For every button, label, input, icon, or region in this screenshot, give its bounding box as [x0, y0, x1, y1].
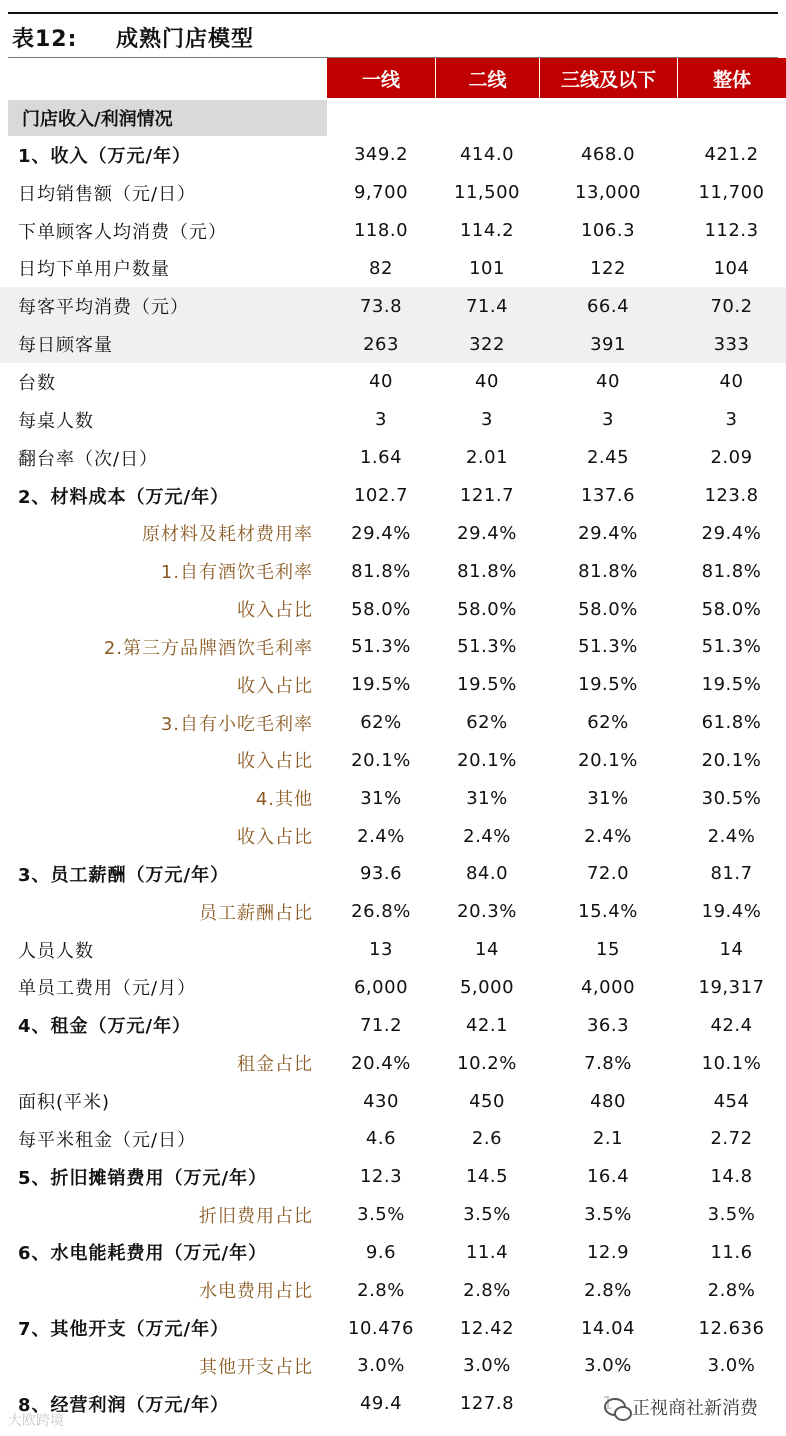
row-label: 翻台率（次/日）	[18, 448, 159, 470]
cell-value: 123.8	[704, 485, 759, 507]
cell-value: 4,000	[580, 976, 636, 998]
cell-value: 1.64	[359, 447, 403, 469]
cell-value: 9,700	[353, 182, 409, 204]
cell-value: 7.8%	[584, 1052, 632, 1074]
row-label: 2、材料成本（万元/年）	[18, 486, 230, 508]
cell-value: 58.0%	[701, 598, 762, 620]
table-row	[0, 1347, 786, 1385]
cell-value: 114.2	[459, 220, 515, 242]
row-label: 8、经营利润（万元/年）	[18, 1394, 230, 1416]
row-label: 租金占比	[237, 1054, 313, 1076]
cell-value: 19,317	[698, 976, 765, 998]
cell-value: 101	[469, 257, 505, 279]
table-row	[0, 1233, 786, 1271]
cell-value: 3	[725, 409, 738, 431]
table-row	[0, 628, 786, 666]
row-label: 收入占比	[237, 600, 313, 622]
cell-value: 3.0%	[463, 1355, 511, 1377]
cell-value: 62%	[466, 712, 508, 734]
cell-value: 40	[596, 371, 620, 393]
cell-value: 2.4%	[357, 825, 405, 847]
cell-value: 3.5%	[707, 1204, 756, 1226]
row-label: 4.其他	[255, 789, 313, 811]
column-header-tier1: 一线	[361, 68, 400, 91]
row-label: 每桌人数	[18, 410, 94, 432]
row-label: 3、员工薪酬（万元/年）	[18, 864, 230, 886]
table-row	[0, 855, 786, 893]
table-row	[0, 250, 786, 288]
cell-value: 2.8%	[707, 1279, 756, 1301]
watermark-right	[600, 1392, 762, 1422]
table-row	[0, 742, 786, 780]
table-row	[0, 552, 786, 590]
row-label: 3.自有小吃毛利率	[160, 713, 313, 735]
top-rule	[8, 12, 778, 14]
cell-value: 10.2%	[457, 1052, 517, 1074]
cell-value: 20.1%	[457, 749, 517, 771]
cell-value: 12.3	[359, 1166, 403, 1188]
cell-value: 263	[363, 333, 399, 355]
table-row	[0, 1196, 786, 1234]
cell-value: 29.4%	[578, 522, 638, 544]
table-row	[0, 325, 786, 363]
column-header-tier2: 二线	[435, 58, 539, 98]
row-label: 下单顾客人均消费（元）	[18, 221, 227, 243]
row-label: 每客平均消费（元）	[18, 297, 189, 319]
table-row	[0, 1006, 786, 1044]
cell-value: 19.4%	[701, 901, 762, 923]
table-row	[0, 590, 786, 628]
cell-value: 322	[469, 333, 505, 355]
row-label: 7、其他开支（万元/年）	[18, 1319, 230, 1341]
cell-value: 6,000	[353, 976, 409, 998]
cell-value: 20.3%	[457, 901, 517, 923]
cell-value: 51.3%	[351, 636, 411, 658]
cell-value: 30.5%	[701, 787, 762, 809]
table-row	[0, 136, 786, 174]
cell-value: 104	[713, 257, 750, 279]
row-label: 人员人数	[18, 940, 94, 962]
row-label: 4、租金（万元/年）	[18, 1016, 192, 1038]
row-label: 台数	[18, 372, 56, 394]
cell-value: 36.3	[586, 1014, 630, 1036]
table-row	[0, 779, 786, 817]
cell-value: 480	[590, 1090, 626, 1112]
table-row	[0, 969, 786, 1007]
cell-value: 19.5%	[457, 674, 517, 696]
cell-value: 81.8%	[578, 560, 638, 582]
cell-value: 71.4	[465, 295, 509, 317]
cell-value: 450	[469, 1090, 505, 1112]
row-label: 1.自有酒饮毛利率	[160, 562, 313, 584]
cell-value: 73.8	[359, 295, 403, 317]
table-row	[0, 817, 786, 855]
cell-value: 40	[719, 371, 744, 393]
cell-value: 5,000	[459, 976, 515, 998]
cell-value: 71.2	[359, 1014, 403, 1036]
cell-value: 51.3%	[578, 636, 638, 658]
cell-value: 3.5%	[463, 1204, 511, 1226]
cell-value: 122	[590, 257, 626, 279]
cell-value: 20.1%	[701, 749, 762, 771]
table-row	[0, 174, 786, 212]
table-row	[0, 1271, 786, 1309]
row-label: 6、水电能耗费用（万元/年）	[18, 1243, 268, 1265]
wechat-icon	[604, 1398, 626, 1416]
cell-value: 72.0	[586, 863, 630, 885]
cell-value: 2.45	[586, 447, 630, 469]
table-row	[0, 287, 786, 325]
cell-value: 84.0	[465, 863, 509, 885]
row-label: 1、收入（万元/年）	[18, 145, 192, 167]
cell-value: 40	[369, 371, 393, 393]
table-row	[0, 514, 786, 552]
row-label: 水电费用占比	[199, 1281, 313, 1303]
cell-value: 15	[596, 939, 620, 961]
cell-value: 13	[369, 939, 393, 961]
cell-value: 11.4	[465, 1241, 509, 1263]
cell-value: 19.5%	[578, 674, 638, 696]
column-header-tier3: 三线及以下	[539, 58, 677, 98]
cell-value: 349.2	[353, 144, 409, 166]
cell-value: 58.0%	[578, 598, 638, 620]
cell-value: 10.476	[348, 1317, 414, 1339]
cell-value: 14.8	[710, 1166, 753, 1188]
cell-value: 29.4%	[701, 522, 762, 544]
row-label: 单员工费用（元/月）	[18, 978, 197, 1000]
cell-value: 14	[719, 939, 744, 961]
watermark-right-text: 正视商社新消费	[632, 1398, 758, 1419]
cell-value: 11.6	[710, 1241, 753, 1263]
row-label: 折旧费用占比	[199, 1205, 313, 1227]
row-label: 原材料及耗材费用率	[142, 524, 313, 546]
row-label: 每平米租金（元/日）	[18, 1129, 197, 1151]
cell-value: 2.8%	[584, 1279, 632, 1301]
cell-value: 58.0%	[457, 598, 517, 620]
cell-value: 12.636	[698, 1317, 765, 1339]
table-row	[0, 893, 786, 931]
cell-value: 2.8%	[463, 1279, 511, 1301]
cell-value: 421.2	[704, 144, 759, 166]
table-row	[0, 666, 786, 704]
row-label: 收入占比	[237, 751, 313, 773]
row-label: 5、折旧摊销费用（万元/年）	[18, 1167, 268, 1189]
section-label: 门店收入/利润情况	[8, 100, 327, 136]
cell-value: 29.4%	[351, 522, 411, 544]
cell-value: 2.8%	[357, 1279, 405, 1301]
row-label: 员工薪酬占比	[199, 902, 313, 924]
cell-value: 3.5%	[357, 1204, 405, 1226]
row-label: 其他开支占比	[199, 1356, 313, 1378]
cell-value: 58.0%	[351, 598, 411, 620]
cell-value: 70.2	[710, 295, 753, 317]
cell-value: 62%	[360, 712, 402, 734]
cell-value: 12.9	[586, 1241, 630, 1263]
table-row	[0, 1082, 786, 1120]
table-title-text: 成熟门店模型	[116, 27, 255, 52]
cell-value: 12.42	[459, 1317, 515, 1339]
cell-value: 2.72	[710, 1128, 753, 1150]
cell-value: 3.0%	[707, 1355, 756, 1377]
cell-value: 14.5	[465, 1166, 509, 1188]
cell-value: 49.4	[359, 1393, 403, 1415]
cell-value: 81.7	[710, 863, 753, 885]
cell-value: 391	[590, 333, 626, 355]
cell-value: 20.1%	[578, 749, 638, 771]
cell-value: 11,700	[698, 182, 765, 204]
cell-value: 430	[363, 1090, 399, 1112]
cell-value: 51.3%	[701, 636, 762, 658]
cell-value: 4.6	[365, 1128, 397, 1150]
cell-value: 16.4	[586, 1166, 630, 1188]
table-row	[0, 212, 786, 250]
row-label: 日均下单用户数量	[18, 259, 170, 281]
cell-value: 3	[602, 409, 614, 431]
cell-value: 468.0	[580, 144, 636, 166]
cell-value: 9.6	[365, 1241, 397, 1263]
cell-value: 42.4	[710, 1014, 753, 1036]
cell-value: 20.1%	[351, 749, 411, 771]
cell-value: 82	[369, 257, 393, 279]
cell-value: 454	[713, 1090, 750, 1112]
table-row	[0, 931, 786, 969]
row-label: 日均销售额（元/日）	[18, 183, 197, 205]
cell-value: 414.0	[459, 144, 515, 166]
cell-value: 93.6	[359, 863, 403, 885]
cell-value: 121.7	[459, 485, 515, 507]
cell-value: 3	[481, 409, 493, 431]
cell-value: 11,500	[454, 182, 520, 204]
cell-value: 118.0	[353, 220, 409, 242]
cell-value: 81.8%	[701, 560, 762, 582]
cell-value: 19.5%	[351, 674, 411, 696]
table-row	[0, 439, 786, 477]
cell-value: 66.4	[586, 295, 630, 317]
table-row	[0, 401, 786, 439]
cell-value: 10.1%	[701, 1052, 762, 1074]
cell-value: 26.8%	[351, 901, 411, 923]
cell-value: 137.6	[580, 485, 636, 507]
cell-value: 2.4%	[584, 825, 632, 847]
table-row	[0, 363, 786, 401]
cell-value: 2.4%	[707, 825, 756, 847]
cell-value: 81.8%	[457, 560, 517, 582]
cell-value: 3.0%	[357, 1355, 405, 1377]
cell-value: 112.3	[704, 220, 759, 242]
cell-value: 2.01	[465, 447, 509, 469]
cell-value: 31%	[587, 787, 629, 809]
table-number: 表12:	[12, 27, 78, 52]
cell-value: 106.3	[580, 220, 636, 242]
cell-value: 42.1	[465, 1014, 509, 1036]
cell-value: 2.09	[710, 447, 753, 469]
table-body	[0, 136, 786, 1423]
cell-value: 2.1	[592, 1128, 624, 1150]
cell-value: 51.3%	[457, 636, 517, 658]
cell-value: 14	[475, 939, 499, 961]
table-row	[0, 1309, 786, 1347]
cell-value: 20.4%	[351, 1052, 411, 1074]
column-header-bar	[327, 58, 786, 98]
row-label: 每日顾客量	[18, 335, 113, 357]
cell-value: 13,000	[575, 182, 641, 204]
cell-value: 15.4%	[578, 901, 638, 923]
table-title	[12, 22, 254, 53]
column-header-overall: 整体	[677, 58, 786, 98]
row-label: 收入占比	[237, 675, 313, 697]
table-row	[0, 1120, 786, 1158]
cell-value: 102.7	[353, 485, 409, 507]
cell-value: 29.4%	[457, 522, 517, 544]
cell-value: 127.8	[459, 1393, 515, 1415]
cell-value: 2.4%	[463, 825, 511, 847]
cell-value: 14.04	[580, 1317, 636, 1339]
table-row	[0, 1044, 786, 1082]
row-label: 2.第三方品牌酒饮毛利率	[103, 637, 313, 659]
table-row	[0, 1158, 786, 1196]
row-label: 面积(平米)	[18, 1092, 111, 1114]
cell-value: 62%	[587, 712, 629, 734]
cell-value: 31%	[360, 787, 402, 809]
cell-value: 3.0%	[584, 1355, 632, 1377]
watermark-left: 大欧跨境	[8, 1413, 64, 1429]
cell-value: 2.6	[471, 1128, 503, 1150]
cell-value: 40	[475, 371, 499, 393]
cell-value: 61.8%	[701, 712, 762, 734]
table-row	[0, 477, 786, 515]
cell-value: 19.5%	[701, 674, 762, 696]
cell-value: 3	[375, 409, 387, 431]
table-row	[0, 704, 786, 742]
cell-value: 333	[713, 333, 750, 355]
cell-value: 81.8%	[351, 560, 411, 582]
cell-value: 31%	[466, 787, 508, 809]
row-label: 收入占比	[237, 827, 313, 849]
cell-value: 3.5%	[584, 1204, 632, 1226]
